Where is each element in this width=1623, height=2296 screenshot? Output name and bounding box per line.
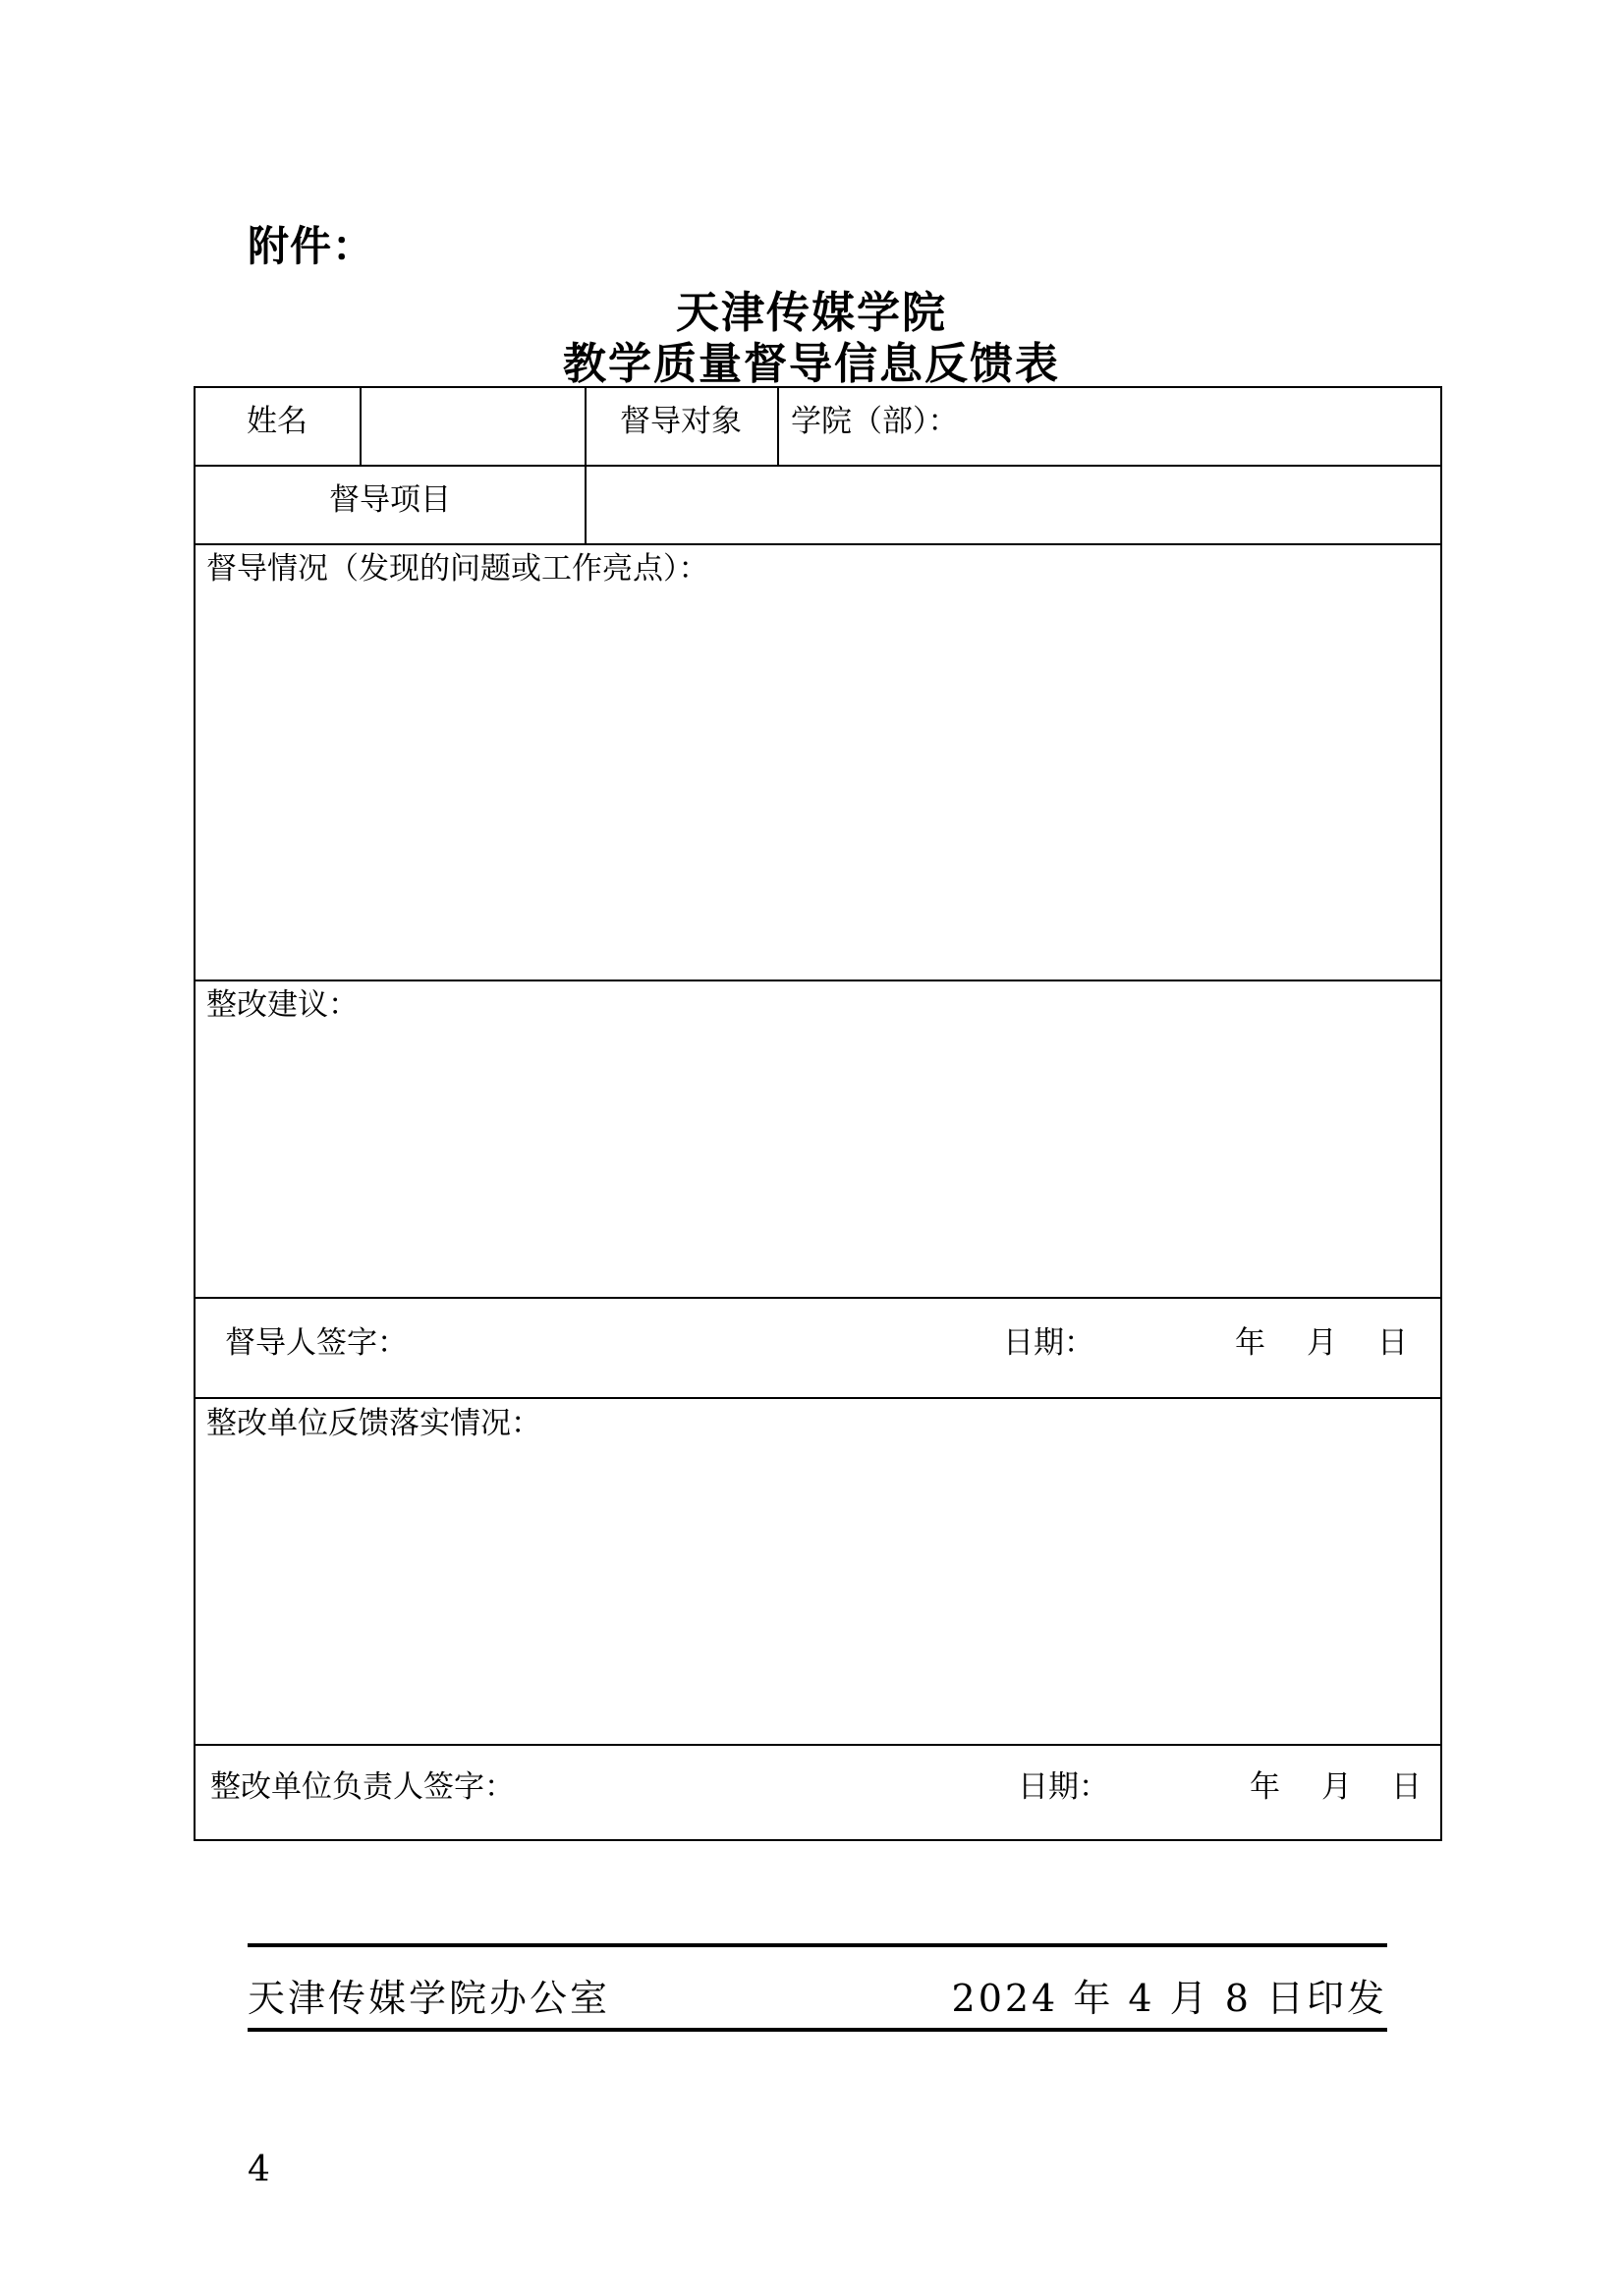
unit-head-date-label: 日期： [1018, 1769, 1109, 1805]
supervision-target-label: 督导对象 [620, 404, 742, 439]
row-divider [196, 1297, 1440, 1299]
unit-head-signature-label: 整改单位负责人签字： [210, 1769, 515, 1805]
issue-date: 2024 年 4 月 8 日印发 [951, 1977, 1387, 2020]
unit-head-date-month: 月 [1321, 1769, 1352, 1805]
feedback-form-table [194, 386, 1442, 1841]
supervisor-date-label: 日期： [1003, 1325, 1094, 1361]
supervision-project-field[interactable] [588, 469, 1439, 541]
column-divider [585, 388, 587, 545]
supervisor-date-year: 年 [1235, 1325, 1265, 1361]
rectification-suggestion-label: 整改建议： [206, 987, 359, 1023]
issuing-office: 天津传媒学院办公室 [248, 1977, 611, 2020]
supervision-project-label: 督导项目 [329, 482, 451, 518]
row-divider [196, 1397, 1440, 1399]
footer-top-rule [248, 1943, 1387, 1947]
row-divider [196, 1744, 1440, 1746]
page-number: 4 [248, 2150, 270, 2190]
name-label: 姓名 [247, 404, 308, 439]
supervisor-date-month: 月 [1307, 1325, 1337, 1361]
row-divider [196, 980, 1440, 981]
row-divider [196, 465, 1440, 467]
column-divider [777, 388, 779, 467]
column-divider [360, 388, 362, 467]
footer-bottom-rule [248, 2028, 1387, 2032]
supervisor-date-day: 日 [1377, 1325, 1408, 1361]
unit-head-date-year: 年 [1250, 1769, 1280, 1805]
row-divider [196, 543, 1440, 545]
supervisor-signature-label: 督导人签字： [225, 1325, 408, 1361]
rectification-feedback-label: 整改单位反馈落实情况： [206, 1406, 541, 1441]
document-title-form: 教学质量督导信息反馈表 [563, 339, 1060, 389]
name-field[interactable] [363, 390, 583, 465]
college-label: 学院（部）： [791, 404, 959, 439]
unit-head-date-day: 日 [1391, 1769, 1422, 1805]
document-title-institution: 天津传媒学院 [676, 288, 947, 338]
attachment-label: 附件： [248, 222, 375, 270]
supervision-situation-label: 督导情况（发现的问题或工作亮点）： [206, 551, 709, 587]
